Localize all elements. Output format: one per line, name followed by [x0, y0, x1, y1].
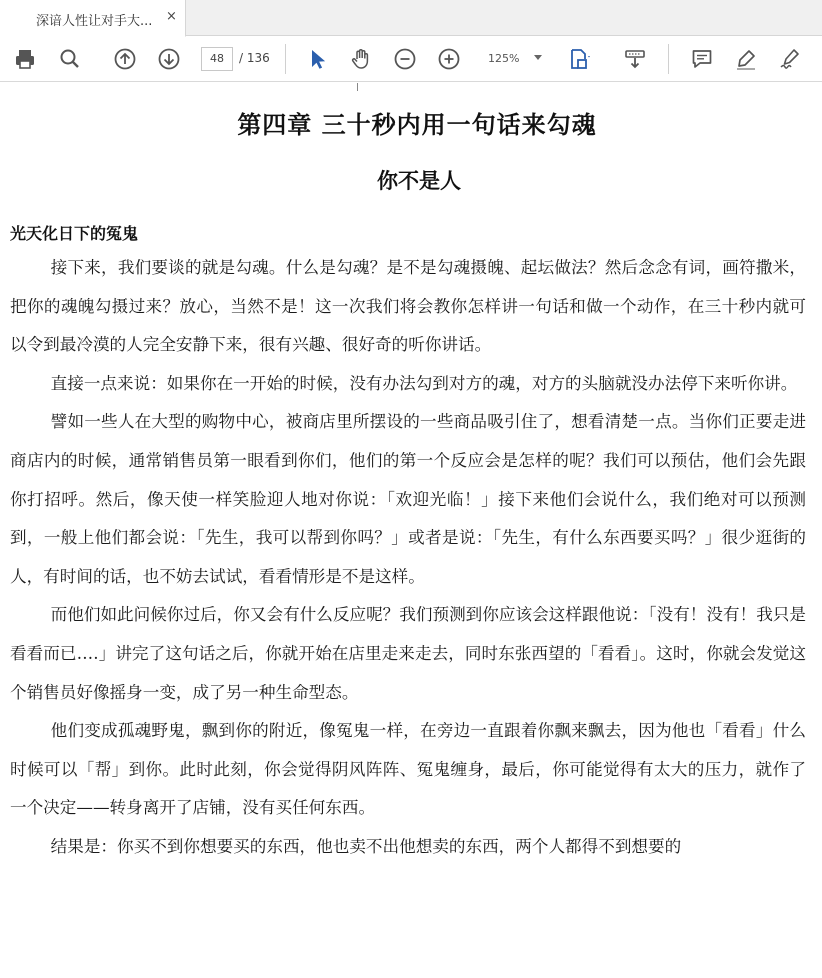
print-icon[interactable] [12, 46, 38, 72]
sign-icon[interactable] [777, 46, 803, 72]
tab-bar [0, 0, 822, 36]
comment-icon[interactable] [689, 46, 715, 72]
page-total: / 136 [239, 51, 270, 65]
tab-title: 深谙人性让对手大... [36, 14, 153, 29]
paragraph: 他们变成孤魂野鬼，飘到你的附近，像冤鬼一样，在旁边一直跟着你飘来飘去，因为他也「看看」什么时候可以「帮」到你。此时此刻，你会觉得阴风阵阵、冤鬼缠身，最后，你可能觉得有太大的压力，就作了一个决定——转身离开了店铺，没有买任何东西。 [10, 721, 806, 818]
toolbar-divider [668, 44, 669, 74]
chevron-down-icon[interactable] [534, 55, 542, 60]
paragraph: 直接一点来说：如果你在一开始的时候，没有办法勾到对方的魂，对方的头脑就没办法停下来听你讲。 [50, 373, 798, 393]
paragraph: 接下来，我们要谈的就是勾魂。什么是勾魂？是不是勾魂摄魄、起坛做法？然后念念有词，画符撒米，把你的魂魄勾摄过来？放心，当然不是！这一次我们将会教你怎样讲一句话和做一个动作，在三十秒内就可以令到最冷漠的人完全安静下来，很有兴趣、很好奇的听你讲话。 [10, 258, 806, 355]
scroll-mode-icon[interactable] [622, 46, 648, 72]
select-cursor-icon[interactable] [304, 46, 330, 72]
close-tab-icon[interactable]: × [166, 9, 177, 24]
document-tab[interactable] [0, 0, 186, 37]
zoom-select[interactable]: 125% [488, 52, 520, 65]
paragraph: 结果是：你买不到你想要买的东西，他也卖不出他想卖的东西，两个人都得不到想要的 [50, 836, 682, 856]
next-page-icon[interactable] [156, 46, 182, 72]
zoom-out-icon[interactable] [392, 46, 418, 72]
section-title: 你不是人 [377, 168, 461, 193]
paragraph: 而他们如此问候你过后，你又会有什么反应呢？我们预测到你应该会这样跟他说：「没有！没有！我只是看看而已‥‥」讲完了这句话之后，你就开始在店里走来走去，同时东张西望的「看看」。这时，你就会发觉这个销售员好像摇身一变，成了另一种生命型态。 [10, 605, 806, 702]
chapter-title: 第四章 三十秒内用一句话来勾魂 [237, 110, 597, 139]
highlight-icon[interactable] [733, 46, 759, 72]
toolbar [0, 37, 822, 82]
document-page [0, 83, 822, 978]
page-number-input[interactable]: 48 [201, 47, 233, 71]
zoom-in-icon[interactable] [436, 46, 462, 72]
fit-page-icon[interactable] [566, 46, 592, 72]
search-icon[interactable] [57, 46, 83, 72]
prev-page-icon[interactable] [112, 46, 138, 72]
page-mark [357, 83, 358, 91]
body-text [10, 249, 806, 867]
sub-heading: 光天化日下的冤鬼 [10, 224, 139, 243]
toolbar-divider [285, 44, 286, 74]
hand-icon[interactable] [348, 46, 374, 72]
paragraph: 譬如一些人在大型的购物中心，被商店里所摆设的一些商品吸引住了，想看清楚一点。当你们正要走进商店内的时候，通常销售员第一眼看到你们，他们的第一个反应会是怎样的呢？我们可以预估，他们会先跟你打招呼。然后，像天使一样笑脸迎人地对你说：「欢迎光临！」接下来他们会说什么，我们绝对可以预测到，一般上他们都会说：「先生，我可以帮到你吗？」或者是说：「先生，有什么东西要买吗？」很少逛街的人，有时间的话，也不妨去试试，看看情形是不是这样。 [10, 412, 806, 586]
